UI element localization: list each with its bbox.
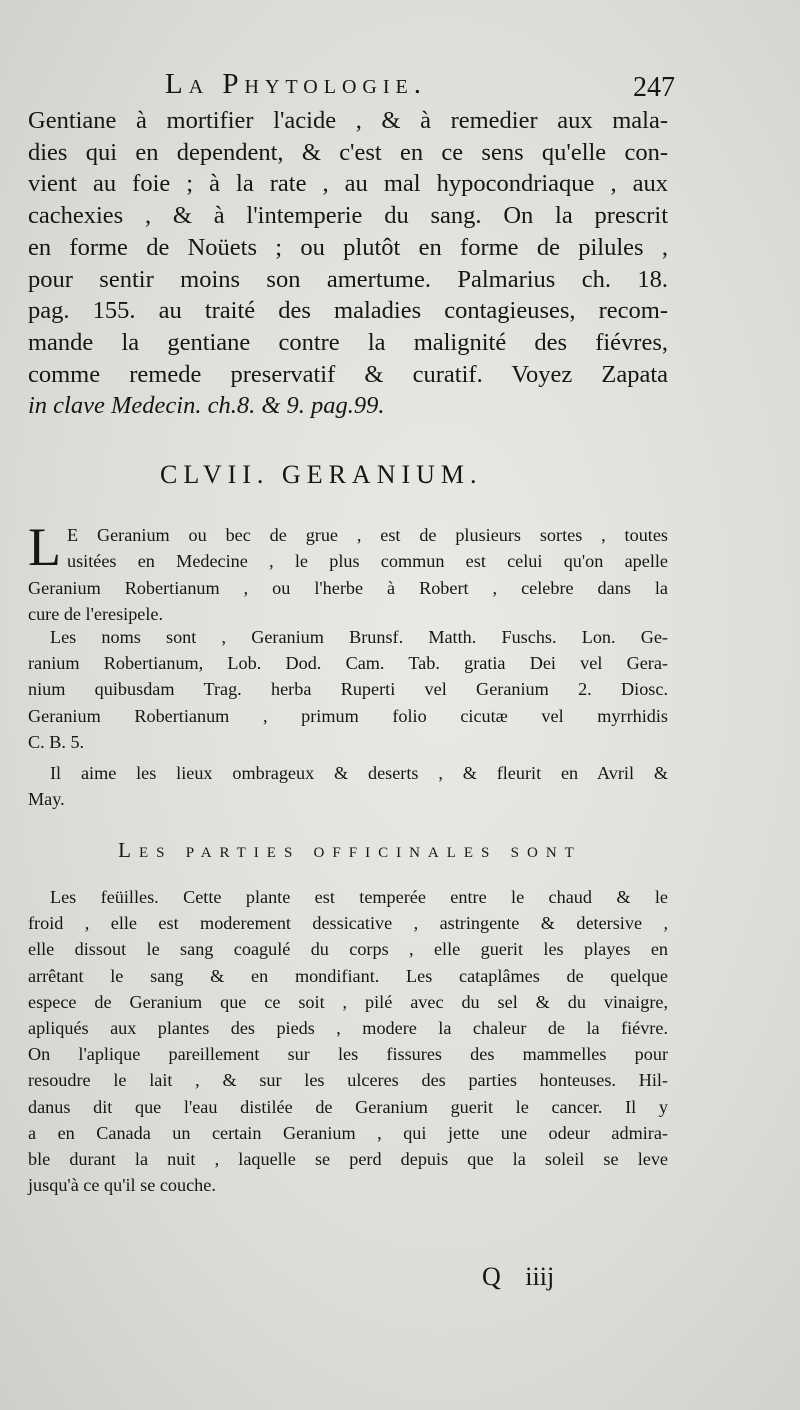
text-line: Les feüilles. Cette plante est temperée entre le chaud & le (50, 887, 668, 907)
text-line: in clave Medecin. ch.8. & 9. pag.99. (28, 392, 385, 420)
paragraph-geranium-intro (28, 517, 668, 627)
signature-mark: Q iiij (482, 1262, 555, 1291)
text-line: comme remede preservatif & curatif. Voyez Zapata (28, 360, 668, 388)
text-line: froid , elle est moderement dessicative , astringente & detersive , (28, 913, 668, 934)
text-line: Les noms sont , Geranium Brunsf. Matth. Fuschs. Lon. Ge- (50, 627, 668, 647)
page-number: 247 (633, 72, 675, 103)
text-line: cachexies , & à l'intemperie du sang. On la prescrit (28, 202, 668, 230)
text-line: elle dissout le sang coagulé du corps , elle guerit les playes en (28, 939, 668, 960)
text-line: dies qui en dependent, & c'est en ce sens qu'elle con- (28, 138, 668, 166)
section-title: CLVII. GERANIUM. (160, 460, 483, 489)
text-line: C. B. 5. (28, 731, 85, 752)
paragraph-leaves (28, 884, 668, 1198)
running-title: La Phytologie. (165, 68, 427, 100)
text-line: ble durant la nuit , laquelle se perd depuis que la soleil se leve (28, 1149, 668, 1170)
text-line: en forme de Noüets ; ou plutôt en forme de pilules , (28, 233, 668, 261)
drop-cap: L (28, 517, 61, 577)
text-line: nium quibusdam Trag. herba Ruperti vel Geranium 2. Diosc. (28, 679, 668, 700)
text-line: vient au foie ; à la rate , au mal hypocondriaque , aux (28, 170, 668, 198)
text-line: resoudre le lait , & sur les ulceres des parties honteuses. Hil- (28, 1070, 668, 1091)
text-line: usitées en Medecine , le plus commun est celui qu'on apelle (67, 551, 668, 572)
text-line: ranium Robertianum, Lob. Dod. Cam. Tab. gratia Dei vel Gera- (28, 653, 668, 674)
text-line: Il aime les lieux ombrageux & deserts , & fleurit en Avril & (50, 763, 668, 783)
text-line: apliqués aux plantes des pieds , modere la chaleur de la fiévre. (28, 1018, 668, 1039)
text-line: E Geranium ou bec de grue , est de plusieurs sortes , toutes (67, 525, 668, 545)
paragraph-habitat (28, 760, 668, 812)
paragraph-names (28, 624, 668, 755)
subsection-title: Les parties officinales sont (118, 838, 582, 862)
text-line: Gentiane à mortifier l'acide , & à remedier aux mala- (28, 107, 668, 134)
text-line: Geranium Robertianum , ou l'herbe à Robert , celebre dans la (28, 577, 668, 598)
text-line: jusqu'à ce qu'il se couche. (28, 1175, 216, 1196)
text-line: cure de l'eresipele. (28, 603, 164, 624)
text-line: On l'aplique pareillement sur les fissures des mammelles pour (28, 1044, 668, 1065)
text-line: danus dit que l'eau distilée de Geranium guerit le cancer. Il y (28, 1096, 668, 1117)
text-line: a en Canada un certain Geranium , qui jette une odeur admira- (28, 1122, 668, 1143)
text-line: Geranium Robertianum , primum folio cicutæ vel myrrhidis (28, 705, 668, 726)
text-line: arrêtant le sang & en mondifiant. Les cataplâmes de quelque (28, 965, 668, 986)
text-line: mande la gentiane contre la malignité des fiévres, (28, 328, 668, 356)
page-header (165, 68, 675, 108)
text-line: espece de Geranium que ce soit , pilé avec du sel & du vinaigre, (28, 991, 668, 1012)
text-line: pag. 155. au traité des maladies contagieuses, recom- (28, 297, 668, 325)
paragraph-gentiane (28, 105, 668, 422)
text-line: pour sentir moins son amertume. Palmarius ch. 18. (28, 265, 668, 293)
text-line: May. (28, 789, 65, 810)
